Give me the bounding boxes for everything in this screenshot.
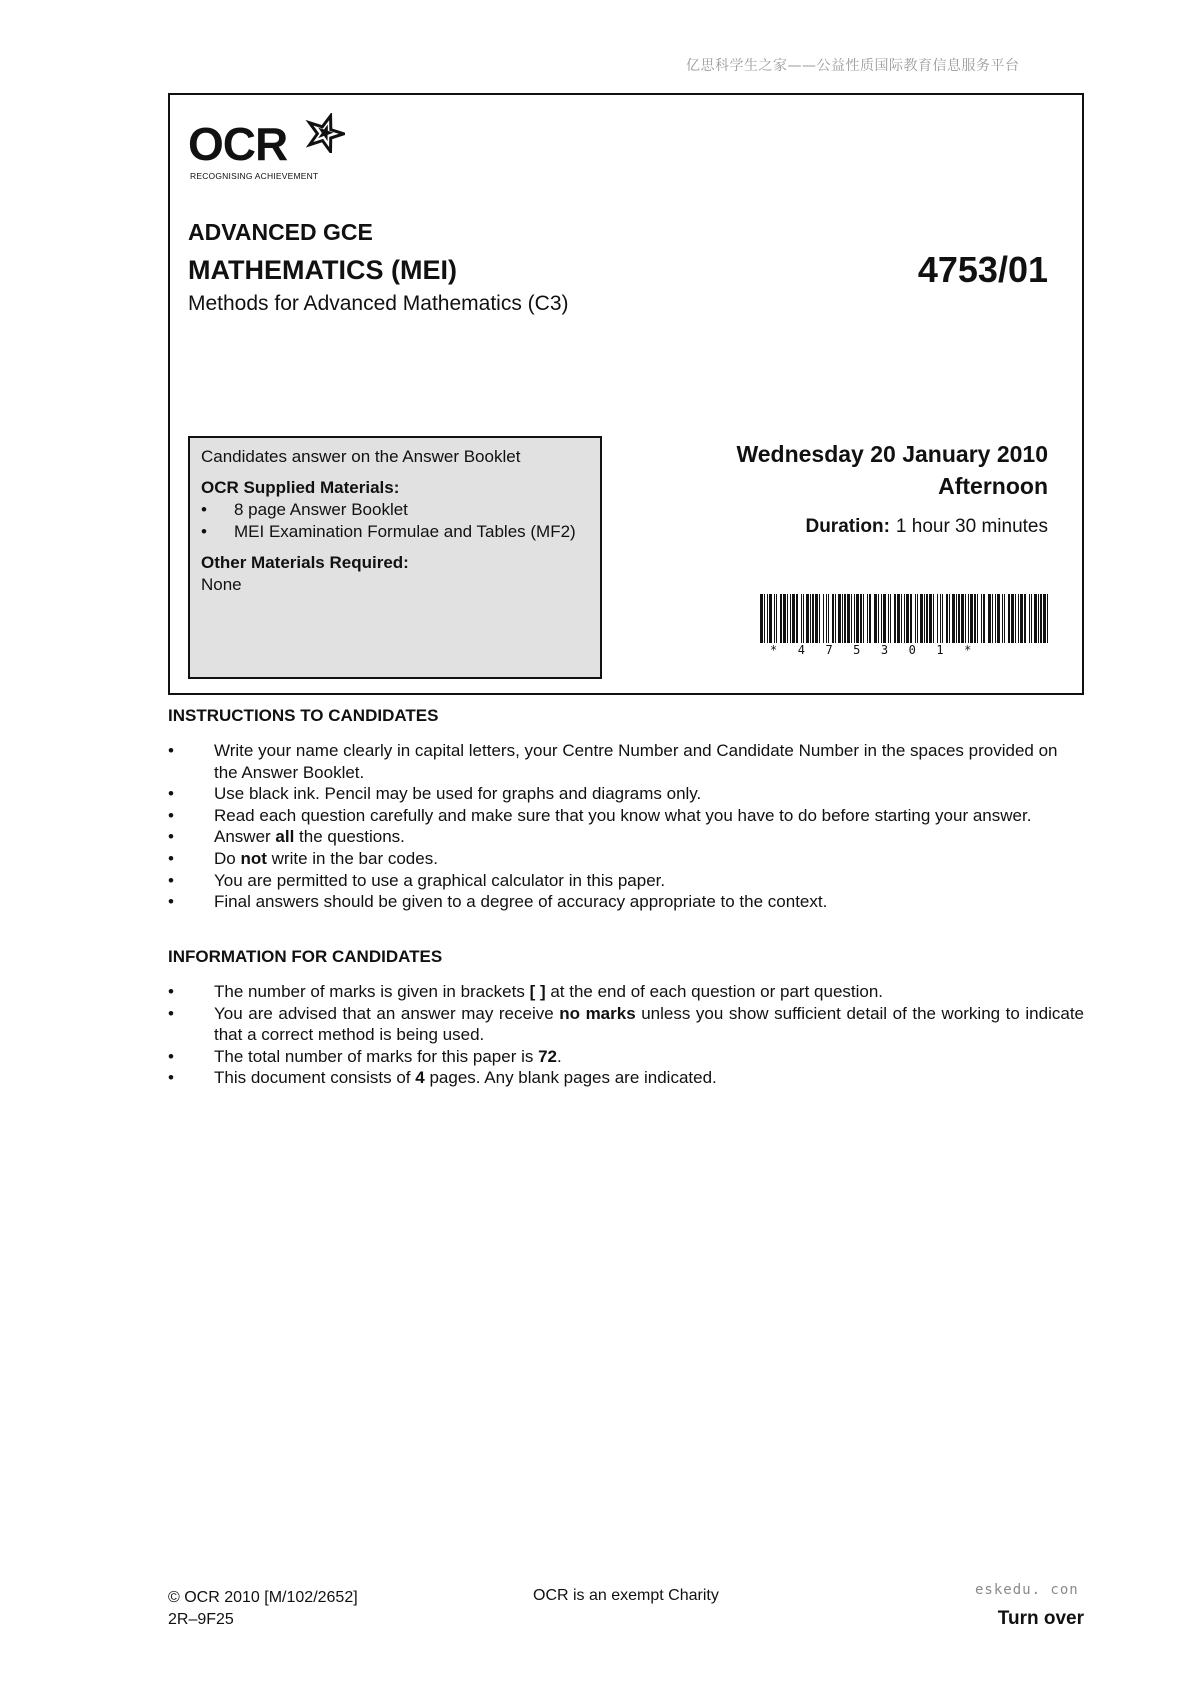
barcode-bar [926,594,928,650]
barcode-bar [888,594,889,650]
bullet: • [168,982,174,1001]
barcode-bar [1031,594,1032,650]
star-icon [305,113,345,153]
barcode-bar [974,594,976,650]
instruction-text: Read each question carefully and make sure that you know what you have to do before starting your answer. [214,805,1032,825]
barcode-bar [823,594,824,650]
supplied-item: • 8 page Answer Booklet [201,499,589,521]
list-item [168,740,1084,783]
barcode-bar [863,594,864,650]
barcode-bar [1004,594,1005,650]
barcode-bar [946,594,948,650]
barcode-bar [981,594,982,650]
instruction-text: Answer all the questions. [214,827,405,847]
information-text: The number of marks is given in brackets [ ] at the end of each question or part question. [214,982,884,1001]
list-item [168,1003,1084,1046]
barcode-bar [1034,594,1037,650]
barcode-bar [881,594,882,650]
barcode-bar [828,594,829,650]
materials-box [188,436,602,679]
barcode-bar [988,594,991,650]
barcode-bar [929,594,932,650]
barcode-bar [842,594,843,650]
barcode-bar [767,594,768,650]
barcode-bar [1020,594,1023,650]
barcode-bar [883,594,886,650]
instruction-text: Use black ink. Pencil may be used for graphs and diagrams only. [214,784,702,804]
barcode-bar [812,594,814,650]
bullet: • [168,1046,174,1066]
barcode-bar [774,594,775,650]
supplied-item: • MEI Examination Formulae and Tables (MF2) [201,521,589,543]
list-item [168,826,1084,848]
barcode-bar [1024,594,1026,650]
barcode-bar [844,594,846,650]
exam-duration [805,516,1048,538]
barcode-bar [1011,594,1014,650]
barcode-bar [915,594,916,650]
turn-over: Turn over [997,1608,1084,1629]
ocr-logo [188,117,348,187]
information-text: You are advised that an answer may receive no marks unless you show sufficient detail of the working to indicate that a correct method is being used. [214,1003,1084,1045]
barcode-bar [801,594,802,650]
instructions-heading: INSTRUCTIONS TO CANDIDATES [168,706,439,725]
subject-title: MATHEMATICS (MEI) [188,255,457,285]
instruction-text: Write your name clearly in capital letters, your Centre Number and Candidate Number in the spaces provided on the Answer Booklet. [214,741,1058,782]
barcode-bar [940,594,941,650]
barcode-bar [1008,594,1010,650]
barcode-bar [856,594,859,650]
exam-header-box [168,93,1084,695]
barcode-bar [869,594,871,650]
barcode-bar [920,594,923,650]
barcode-bar [835,594,836,650]
paper-code: 4753/01 [917,249,1048,290]
supplied-materials-heading: OCR Supplied Materials: [201,478,400,497]
barcode-bar [1002,594,1003,650]
logo-tagline: RECOGNISING ACHIEVEMENT [190,171,319,181]
barcode-bar [924,594,925,650]
barcode-bar [894,594,896,650]
barcode-bar [937,594,938,650]
barcode-bar [961,594,964,650]
list-item [168,1046,1084,1068]
barcode-bar [970,594,973,650]
barcode-bar [769,594,772,650]
barcode-bar [874,594,877,650]
document-code: 2R–9F25 [168,1611,234,1628]
barcode-bar [958,594,960,650]
barcode-bar [1047,594,1048,650]
barcode-bar [780,594,782,650]
barcode-bar [997,594,1000,650]
instructions-list [168,740,1084,913]
instruction-text: Final answers should be given to a degree of accuracy appropriate to the context. [214,892,828,912]
information-list [168,981,1084,1089]
barcode-bar [819,594,820,650]
barcode-bar [1018,594,1019,650]
footer-left [168,1587,358,1631]
barcode-digits: *475301* [760,643,1050,657]
bullet: • [168,870,174,890]
barcode-bar [904,594,905,650]
barcode-bar [956,594,957,650]
exam-session: Afternoon [938,473,1048,499]
barcode-bar [897,594,900,650]
barcode-bar [832,594,834,650]
copyright: © OCR 2010 [M/102/2652] [168,1589,358,1606]
barcode-bar [910,594,912,650]
charity-note: OCR is an exempt Charity [533,1587,719,1604]
list-item [168,805,1084,827]
barcode-bar [796,594,798,650]
barcode-bar [1038,594,1039,650]
barcode-bar [1029,594,1030,650]
barcode-bar [992,594,993,650]
barcode-bars [760,594,1050,650]
barcode-bar [942,594,943,650]
footer-watermark: eskedu. con [975,1582,1079,1598]
bullet: • [168,1003,174,1023]
barcode-bar [949,594,950,650]
barcode-bar [867,594,868,650]
barcode [760,594,1050,656]
barcode-bar [803,594,804,650]
list-item [168,1067,1084,1089]
duration-value: 1 hour 30 minutes [895,516,1048,537]
bullet: • [168,741,174,760]
barcode-bar [792,594,795,650]
barcode-bar [787,594,788,650]
bullet: • [168,827,174,847]
bullet: • [168,892,174,912]
barcode-bar [952,594,955,650]
supplied-materials-list [201,499,589,543]
bullet: • [168,784,174,804]
other-materials-value: None [201,575,242,594]
qualification-level: ADVANCED GCE [188,219,373,245]
bullet: • [168,805,174,825]
barcode-bar [806,594,809,650]
instruction-text: You are permitted to use a graphical calculator in this paper. [214,870,666,890]
barcode-bar [1015,594,1016,650]
list-item [168,848,1084,870]
list-item [168,981,1084,1003]
barcode-bar [901,594,902,650]
barcode-bar [838,594,841,650]
barcode-bar [890,594,891,650]
barcode-bar [983,594,985,650]
bullet: • [168,848,174,868]
barcode-bar [906,594,909,650]
logo-wordmark: OCR [188,118,288,170]
other-materials-heading: Other Materials Required: [201,553,409,572]
barcode-bar [760,594,763,650]
barcode-bar [854,594,855,650]
barcode-bar [995,594,996,650]
information-text: This document consists of 4 pages. Any blank pages are indicated. [214,1068,717,1088]
exam-date: Wednesday 20 January 2010 [736,441,1048,467]
list-item [168,870,1084,892]
duration-label: Duration: [805,516,890,537]
barcode-bar [965,594,966,650]
barcode-bar [968,594,969,650]
information-heading: INFORMATION FOR CANDIDATES [168,947,443,966]
barcode-bar [783,594,786,650]
barcode-bar [776,594,777,650]
answer-note: Candidates answer on the Answer Booklet [201,447,521,466]
list-item [168,891,1084,913]
watermark-text: 亿思科学生之家——公益性质国际教育信息服务平台 [686,58,1020,74]
instruction-text: Do not write in the bar codes. [214,848,438,868]
paper-title: Methods for Advanced Mathematics (C3) [188,292,569,315]
barcode-bar [1043,594,1046,650]
information-text: The total number of marks for this paper is 72. [214,1046,562,1066]
barcode-bar [878,594,879,650]
barcode-bar [933,594,934,650]
barcode-bar [917,594,918,650]
barcode-bar [851,594,852,650]
bullet: • [168,1068,174,1088]
barcode-bar [764,594,765,650]
barcode-bar [847,594,850,650]
barcode-bar [790,594,791,650]
list-item [168,783,1084,805]
barcode-bar [977,594,978,650]
barcode-bar [815,594,818,650]
barcode-bar [1040,594,1042,650]
barcode-bar [826,594,827,650]
barcode-bar [810,594,811,650]
barcode-bar [860,594,862,650]
